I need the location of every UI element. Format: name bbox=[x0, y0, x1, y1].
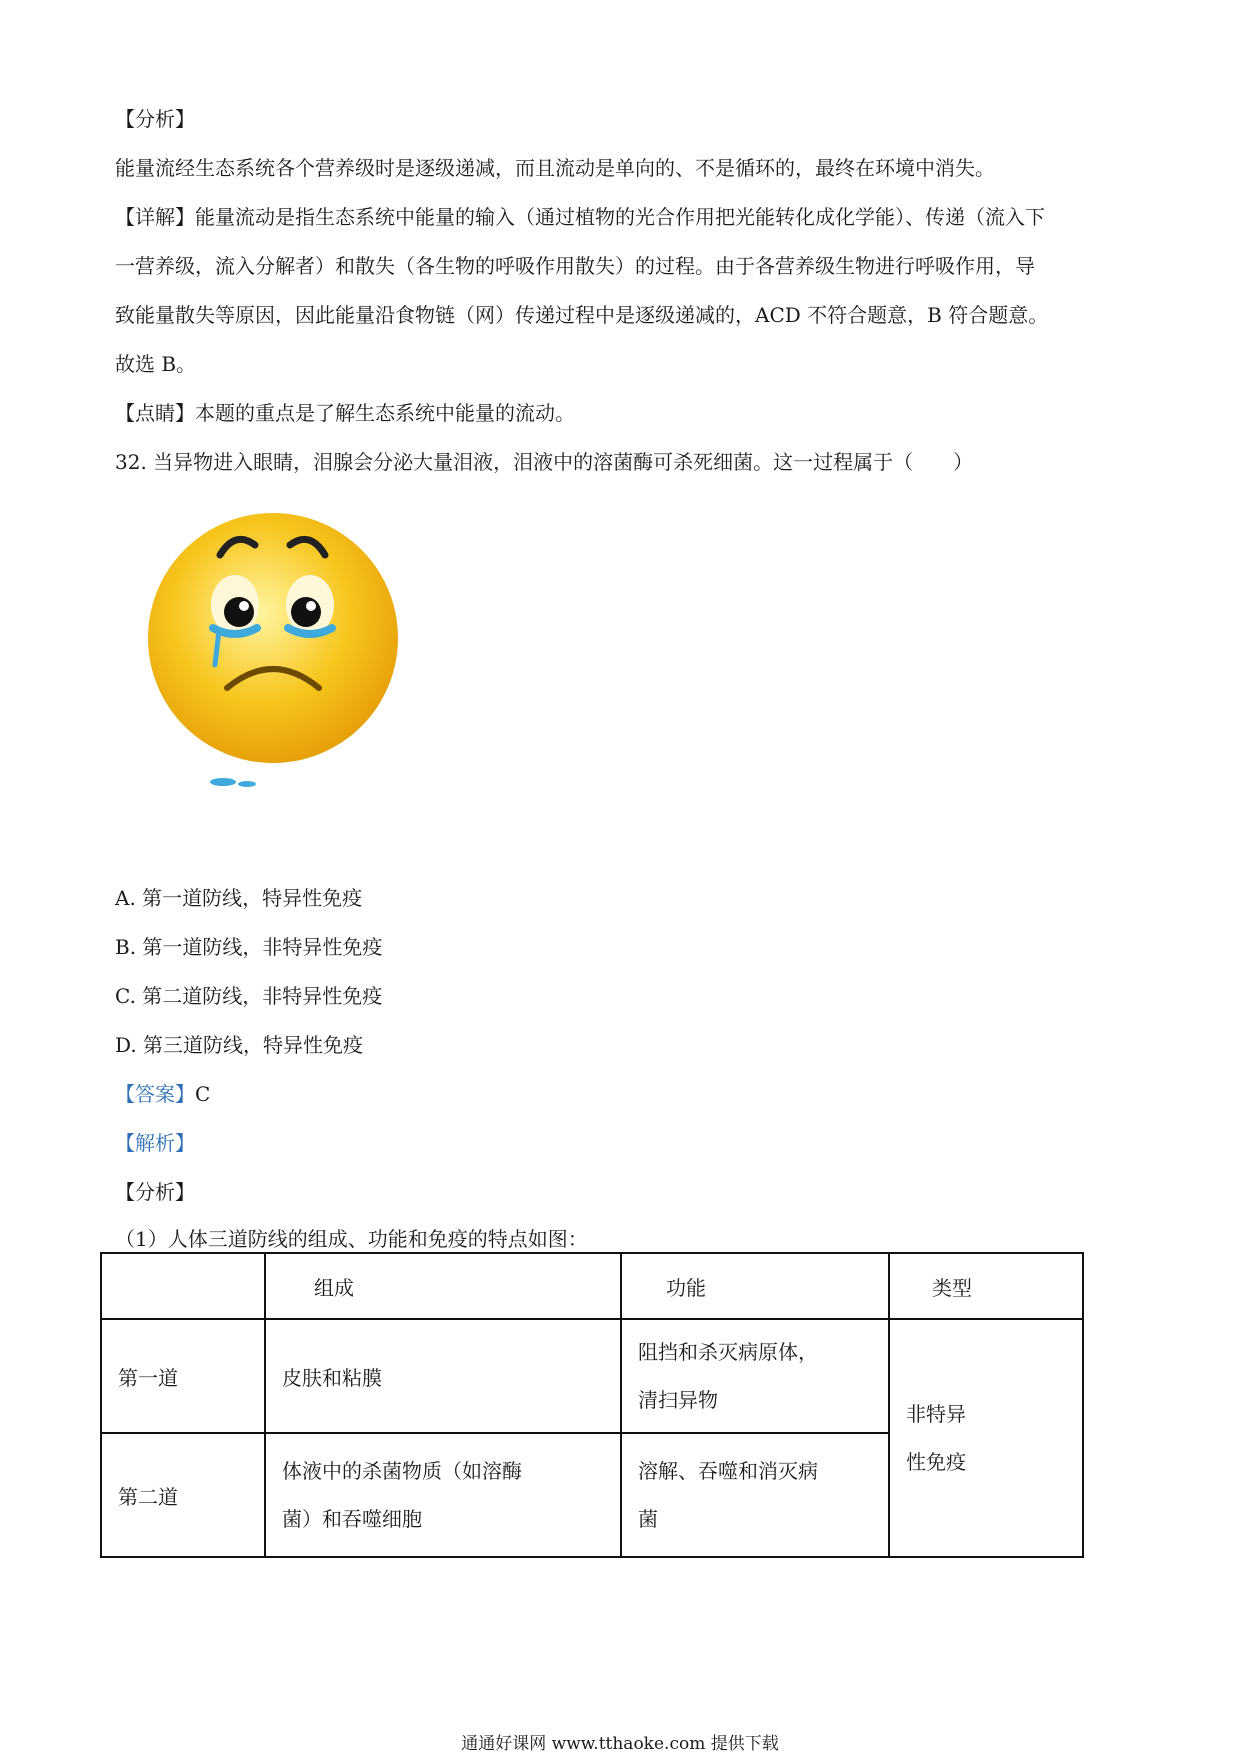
detail-line-2: 一营养级，流入分解者）和散失（各生物的呼吸作用散失）的过程。由于各营养级生物进行呼吸作用，导 bbox=[115, 254, 1035, 278]
row2-function-line2: 菌 bbox=[638, 1507, 658, 1531]
answer-value: C bbox=[195, 1082, 211, 1106]
option-b: B. 第一道防线，非特异性免疫 bbox=[115, 935, 383, 959]
answer-label: 【答案】 bbox=[115, 1082, 195, 1106]
option-c: C. 第二道防线，非特异性免疫 bbox=[115, 984, 383, 1008]
analysis-heading: 【分析】 bbox=[115, 107, 195, 131]
row2-name: 第二道 bbox=[101, 1433, 265, 1557]
row1-function bbox=[621, 1319, 889, 1433]
option-d: D. 第三道防线，特异性免疫 bbox=[115, 1033, 364, 1057]
row1-function-line1: 阻挡和杀灭病原体， bbox=[638, 1340, 818, 1364]
answer-line bbox=[115, 1081, 210, 1107]
detail-line-3: 致能量散失等原因，因此能量沿食物链（网）传递过程中是逐级递减的，ACD 不符合题意，B 符合题意。 bbox=[115, 303, 1049, 327]
table-header-function: 功能 bbox=[621, 1253, 889, 1319]
explanation-label: 【解析】 bbox=[115, 1131, 195, 1155]
type-line1: 非特异 bbox=[906, 1402, 966, 1426]
row2-composition-line2: 菌）和吞噬细胞 bbox=[282, 1507, 422, 1531]
row2-composition-line1: 体液中的杀菌物质（如溶酶 bbox=[282, 1459, 522, 1483]
row1-composition: 皮肤和粘膜 bbox=[265, 1319, 621, 1433]
row2-composition bbox=[265, 1433, 621, 1557]
table-header-row bbox=[101, 1253, 1083, 1319]
point-text: 【点睛】本题的重点是了解生态系统中能量的流动。 bbox=[115, 401, 575, 425]
table-header-blank bbox=[101, 1253, 265, 1319]
analysis2-text: （1）人体三道防线的组成、功能和免疫的特点如图： bbox=[115, 1227, 588, 1251]
analysis-text: 能量流经生态系统各个营养级时是逐级递减，而且流动是单向的、不是循环的，最终在环境中消失。 bbox=[115, 156, 995, 180]
table-header-type: 类型 bbox=[889, 1253, 1083, 1319]
row1-name: 第一道 bbox=[101, 1319, 265, 1433]
question-text: 32. 当异物进入眼睛，泪腺会分泌大量泪液，泪液中的溶菌酶可杀死细菌。这一过程属于（ ） bbox=[115, 450, 974, 474]
detail-line-4: 故选 B。 bbox=[115, 352, 197, 376]
crying-emoji-icon bbox=[135, 500, 410, 800]
type-cell bbox=[889, 1319, 1083, 1557]
analysis2-heading: 【分析】 bbox=[115, 1180, 195, 1204]
table-row bbox=[101, 1319, 1083, 1433]
row1-function-line2: 清扫异物 bbox=[638, 1388, 718, 1412]
detail-line-1: 【详解】能量流动是指生态系统中能量的输入（通过植物的光合作用把光能转化成化学能）、传递（流入下 bbox=[115, 205, 1045, 229]
defense-table bbox=[100, 1252, 1084, 1558]
table-header-composition: 组成 bbox=[265, 1253, 621, 1319]
row2-function bbox=[621, 1433, 889, 1557]
page-footer: 通通好课网 www.tthaoke.com 提供下载 bbox=[461, 1734, 779, 1754]
row2-function-line1: 溶解、吞噬和消灭病 bbox=[638, 1459, 818, 1483]
type-line2: 性免疫 bbox=[906, 1450, 966, 1474]
option-a: A. 第一道防线，特异性免疫 bbox=[115, 886, 363, 910]
